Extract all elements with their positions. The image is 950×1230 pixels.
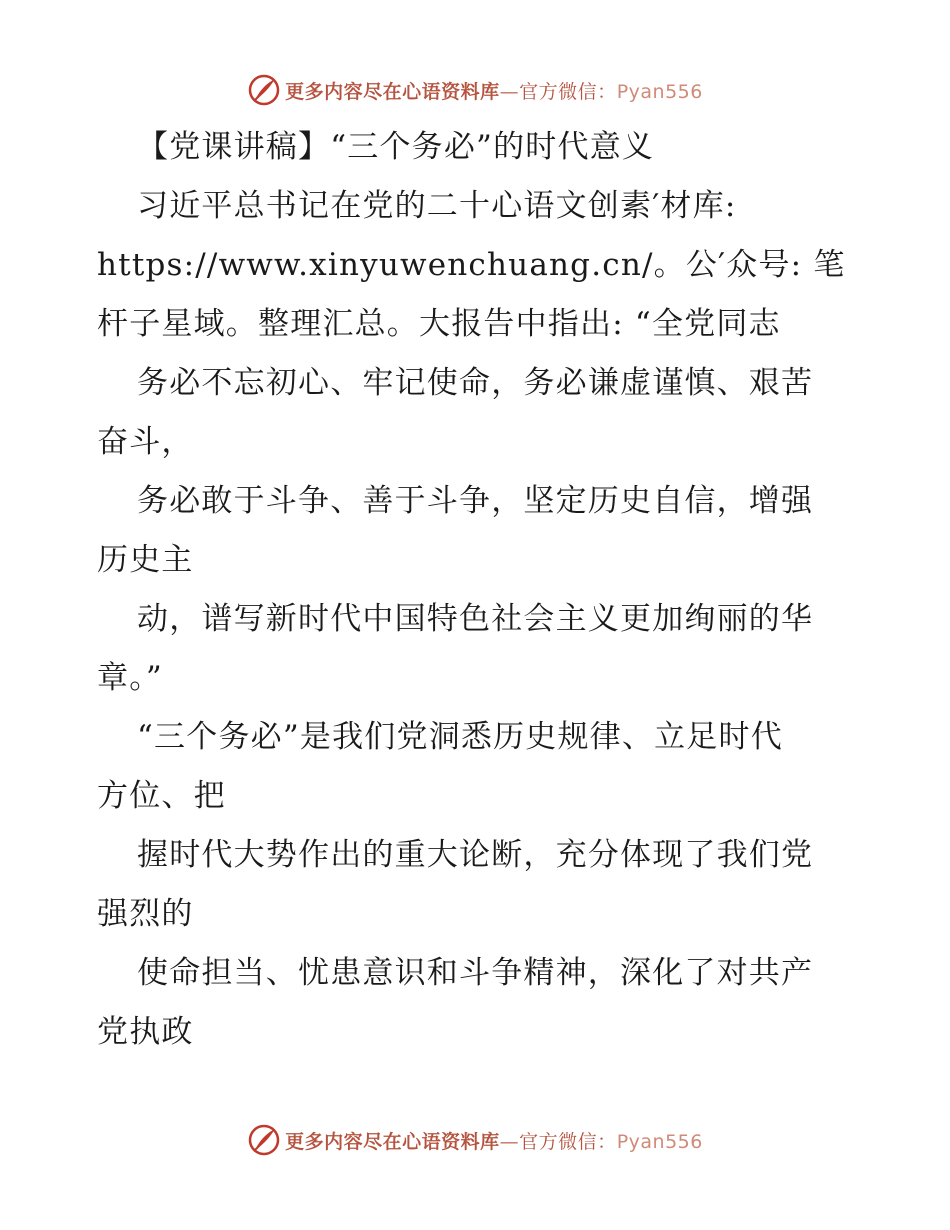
paragraph-line: 握时代大势作出的重大论断，充分体现了我们党 bbox=[137, 837, 814, 873]
watermark-site-text: 更多内容尽在心语资料库 bbox=[285, 1130, 500, 1153]
watermark-separator: — bbox=[499, 1130, 520, 1153]
header-watermark bbox=[0, 70, 950, 110]
paragraph-line: https://www.xinyuwenchuang.cn/。公′众号: 笔 bbox=[97, 247, 846, 283]
feather-logo-icon bbox=[247, 1123, 281, 1157]
paragraph-line: “三个务必”是我们党洞悉历史规律、立足时代 bbox=[137, 719, 783, 755]
watermark-separator: — bbox=[499, 80, 520, 103]
document-title: 【党课讲稿】“三个务必”的时代意义 bbox=[137, 129, 655, 165]
paragraph-line: 习近平总书记在党的二十心语文创素′材库: bbox=[137, 188, 737, 224]
watermark-official-label: 官方微信： bbox=[519, 80, 617, 103]
paragraph-line: 务必不忘初心、牢记使命，务必谦虚谨慎、艰苦 bbox=[137, 365, 814, 401]
watermark-wechat-id: Pyan556 bbox=[616, 1130, 703, 1153]
paragraph-line: 历史主 bbox=[97, 542, 194, 578]
paragraph-line: 强烈的 bbox=[97, 896, 194, 932]
paragraph-line: 章。” bbox=[97, 660, 163, 696]
paragraph-line: 党执政 bbox=[97, 1014, 194, 1050]
feather-logo-icon bbox=[247, 73, 281, 107]
paragraph-line: 务必敢于斗争、善于斗争，坚定历史自信，增强 bbox=[137, 483, 814, 519]
footer-watermark bbox=[0, 1120, 950, 1160]
watermark-official-label: 官方微信： bbox=[519, 1130, 617, 1153]
watermark-site-text: 更多内容尽在心语资料库 bbox=[285, 80, 500, 103]
watermark-wechat-id: Pyan556 bbox=[616, 80, 703, 103]
paragraph-line: 奋斗， bbox=[97, 424, 194, 460]
paragraph-line: 动，谱写新时代中国特色社会主义更加绚丽的华 bbox=[137, 601, 814, 637]
paragraph-line: 杆子星域。整理汇总。大报告中指出: “全党同志 bbox=[97, 306, 781, 342]
paragraph-line: 使命担当、忧患意识和斗争精神，深化了对共产 bbox=[137, 955, 814, 991]
paragraph-line: 方位、把 bbox=[97, 778, 226, 814]
document-body bbox=[97, 118, 857, 1062]
